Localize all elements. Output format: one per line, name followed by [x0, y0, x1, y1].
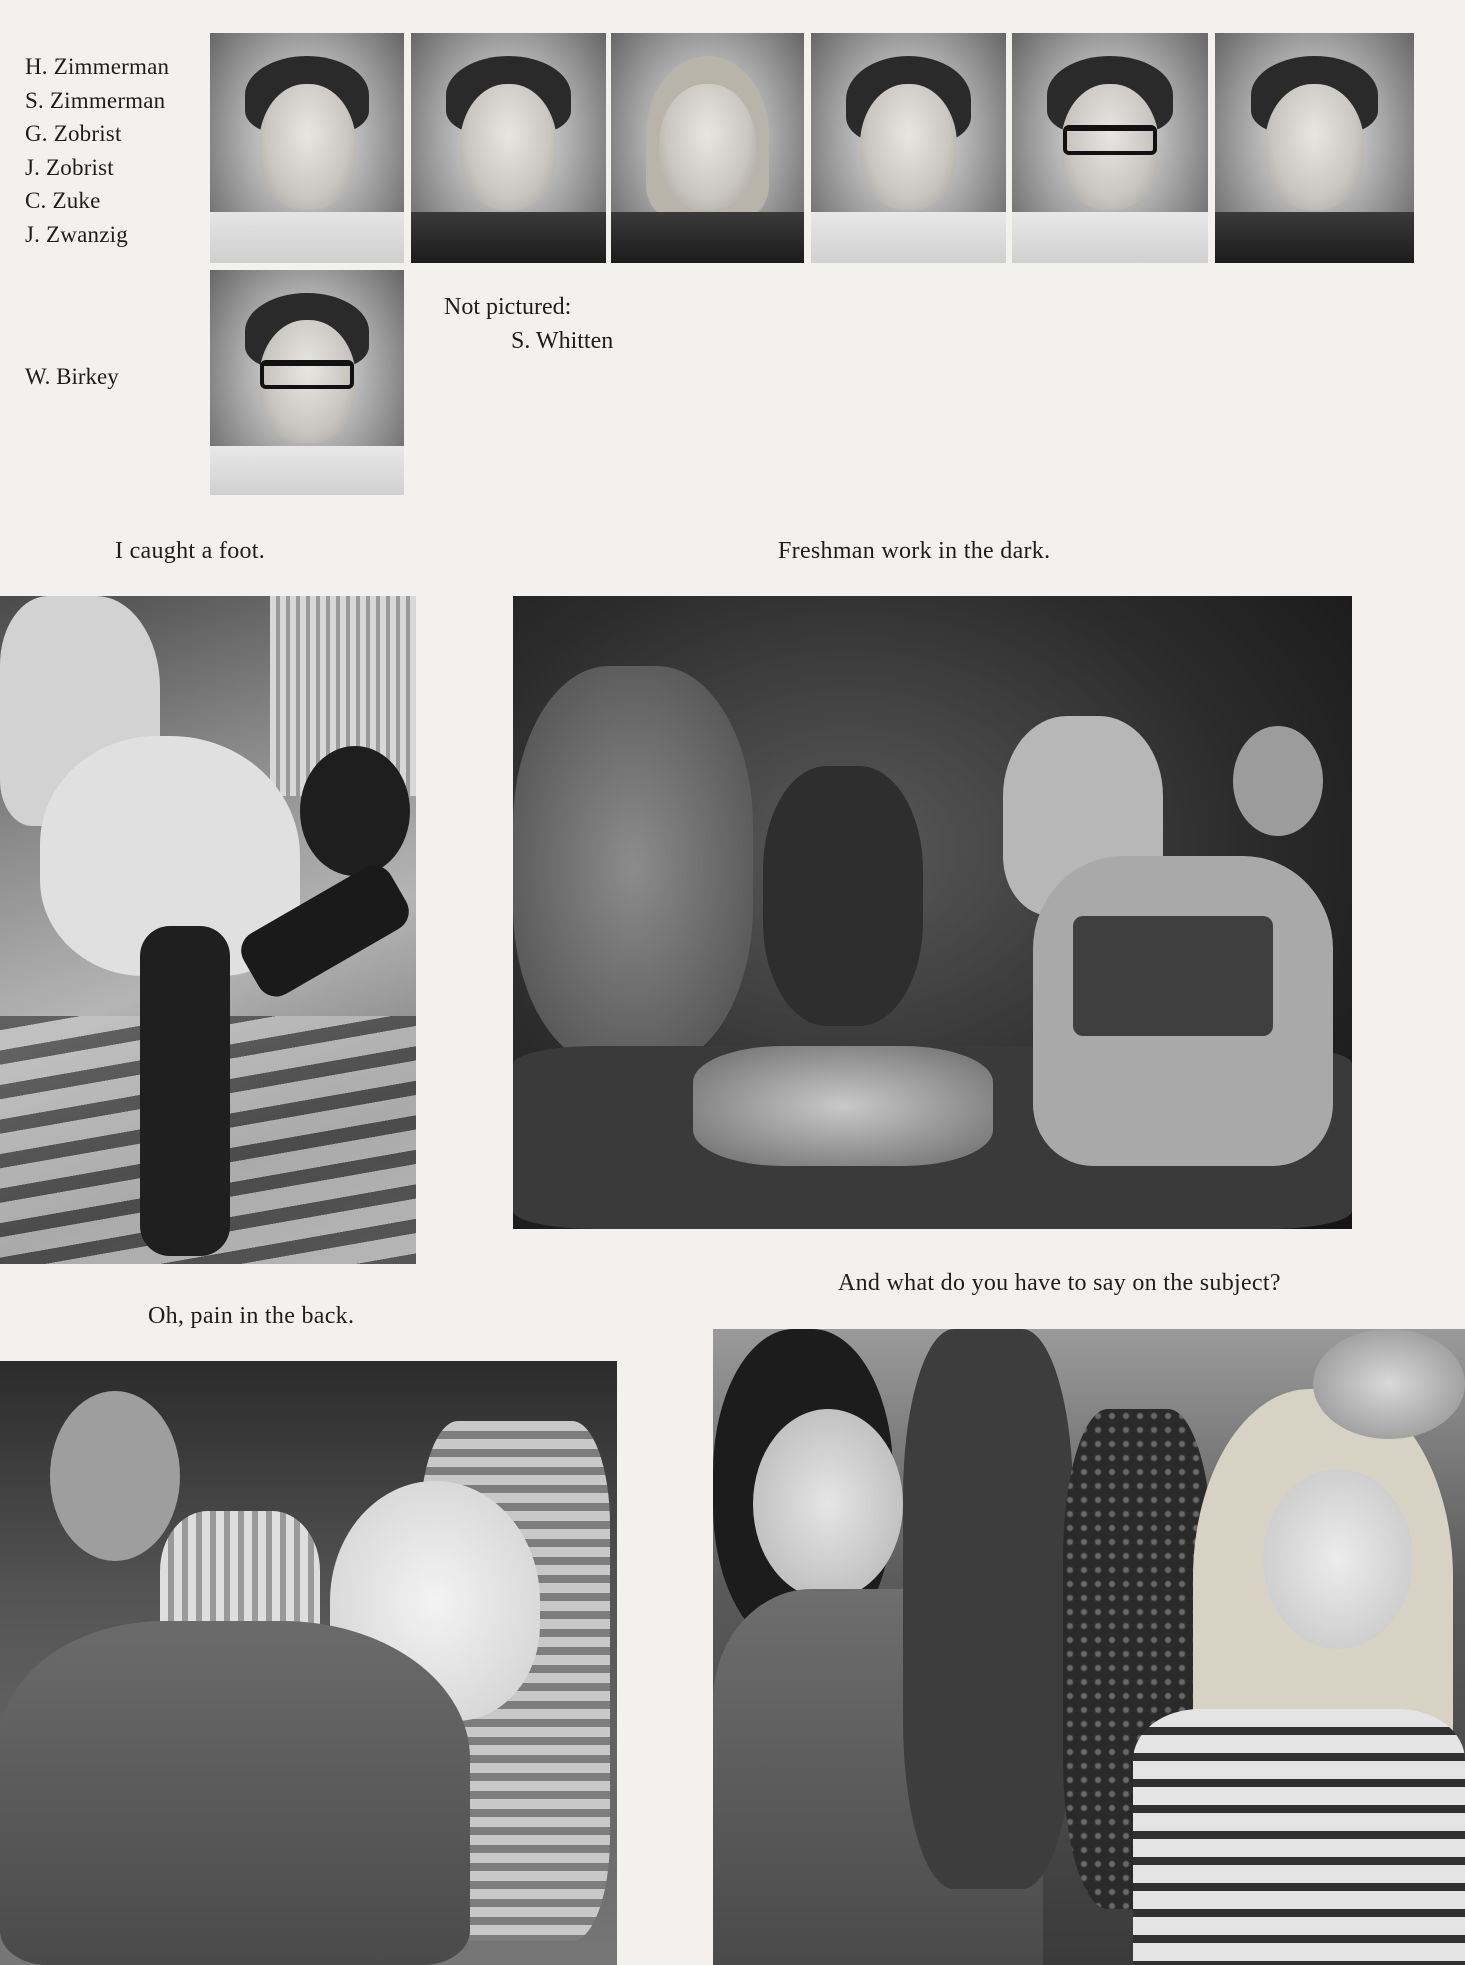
- caption-subject: And what do you have to say on the subject?: [838, 1270, 1281, 1296]
- roster-name: C. Zuke: [25, 188, 101, 213]
- roster-name: J. Zwanzig: [25, 221, 128, 247]
- candid-photo-pain-back: [0, 1361, 617, 1965]
- candid-photo-caught-foot: [0, 596, 416, 1264]
- candid-photo-say-on-subject: [713, 1329, 1465, 1965]
- caption-foot: I caught a foot.: [115, 538, 266, 564]
- caption-back: Oh, pain in the back.: [148, 1303, 355, 1329]
- portrait-photo-c-zuke: [1012, 33, 1208, 263]
- portrait-photo-h-zimmerman: [210, 33, 404, 263]
- roster-name-birkey: W. Birkey: [25, 364, 119, 389]
- roster-name: S. Zimmerman: [25, 87, 166, 113]
- portrait-photo-j-zobrist: [811, 33, 1006, 263]
- not-pictured-name: S. Whitten: [511, 328, 614, 354]
- roster-name: G. Zobrist: [25, 121, 122, 146]
- portrait-photo-g-zobrist: [611, 33, 804, 263]
- portrait-photo-s-zimmerman: [411, 33, 606, 263]
- roster-name-list: [25, 50, 169, 251]
- portrait-photo-w-birkey: [210, 270, 404, 495]
- not-pictured-note: [444, 290, 613, 358]
- portrait-photo-j-zwanzig: [1215, 33, 1414, 263]
- not-pictured-label: Not pictured:: [444, 294, 572, 320]
- roster-name: H. Zimmerman: [25, 54, 170, 79]
- candid-photo-work-in-dark: [513, 596, 1352, 1229]
- caption-dark: Freshman work in the dark.: [778, 538, 1051, 564]
- roster-name: J. Zobrist: [25, 154, 114, 180]
